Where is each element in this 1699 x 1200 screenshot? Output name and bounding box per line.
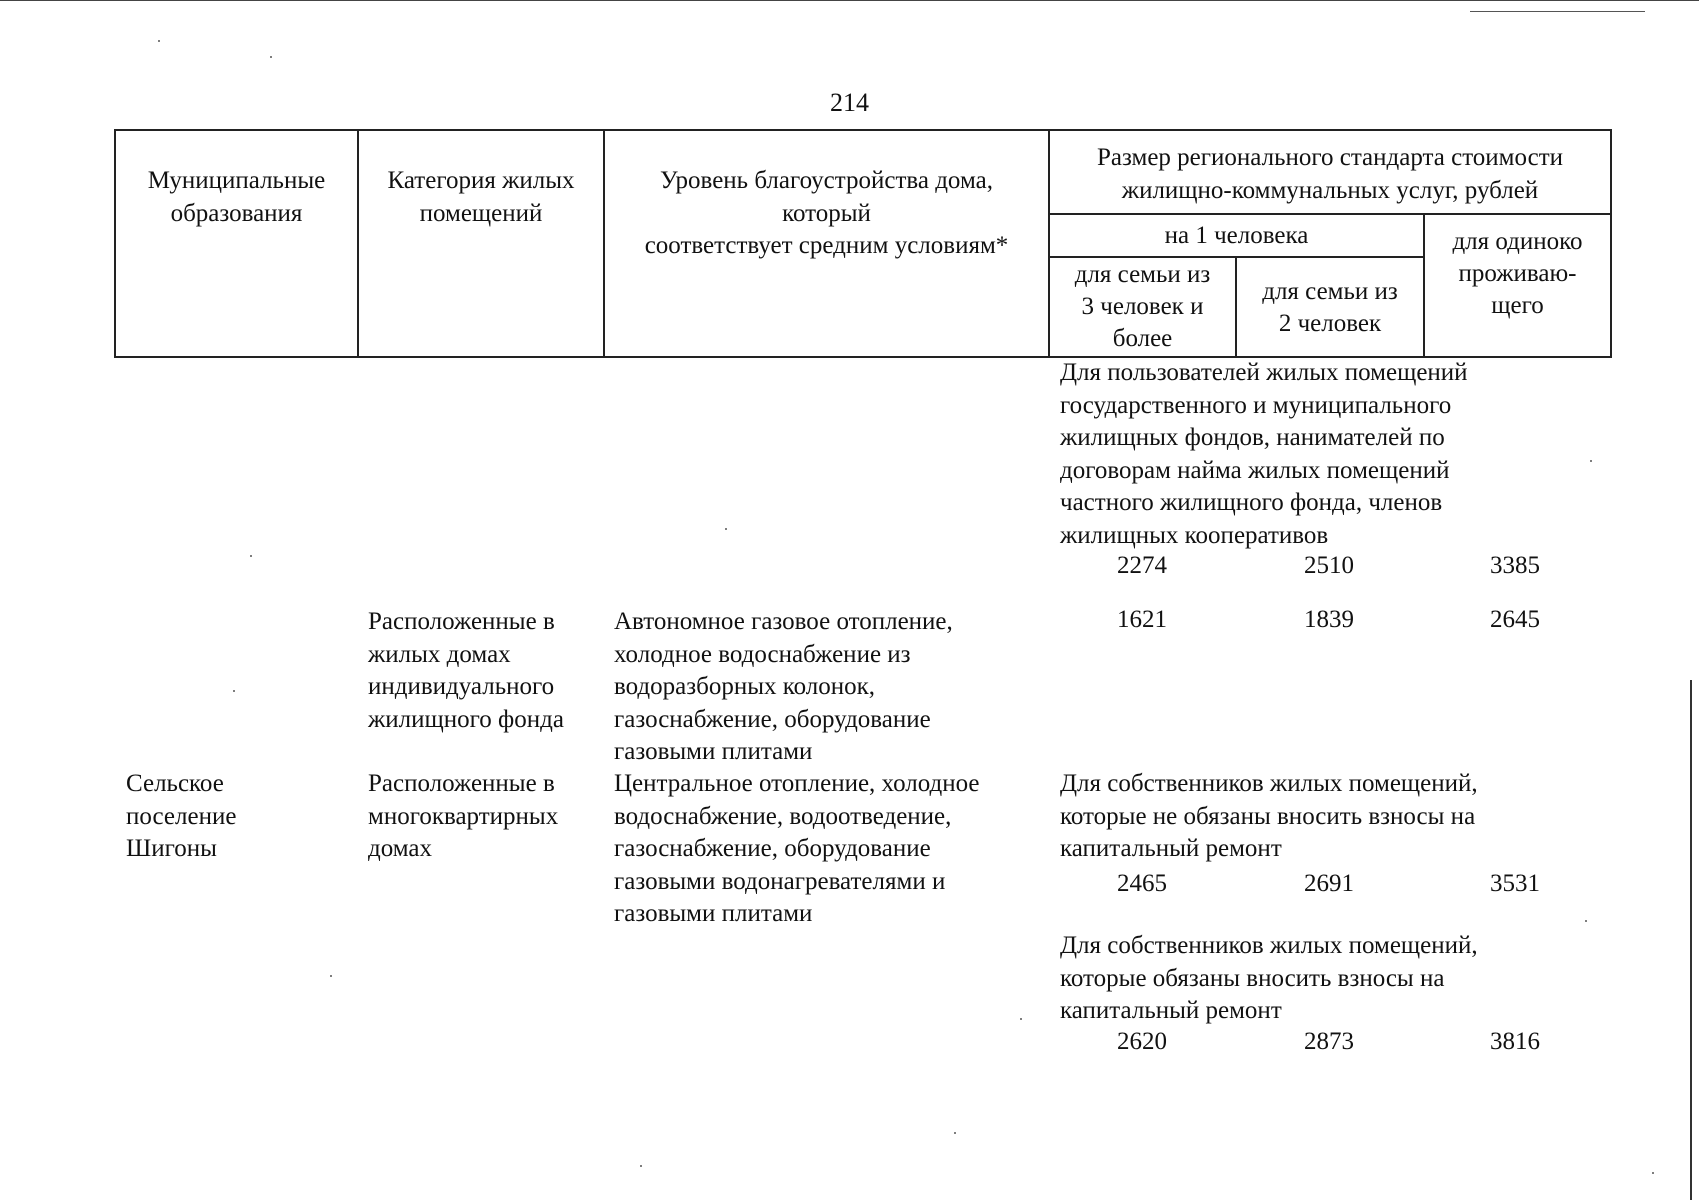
- note-line: договорам найма жилых помещений: [1060, 456, 1450, 484]
- note-line: которые обязаны вносить взносы на: [1060, 964, 1445, 992]
- value-single: 3531: [1490, 870, 1540, 897]
- note-line: Для пользователей жилых помещений: [1060, 359, 1468, 386]
- level-line: газовыми водонагревателями и: [614, 867, 946, 895]
- scan-speck: [725, 528, 727, 530]
- header-category-line: помещений: [419, 199, 543, 227]
- header-category: [359, 165, 603, 230]
- header-single: [1425, 226, 1610, 322]
- header-single-line: щего: [1491, 292, 1544, 319]
- category-line: индивидуального: [368, 673, 555, 700]
- category-line: многоквартирных: [368, 802, 559, 830]
- note-line: капитальный ремонт: [1060, 835, 1282, 862]
- note-line: Для собственников жилых помещений,: [1060, 932, 1478, 959]
- value-family2: 2510: [1304, 552, 1354, 579]
- category-line: жилых домах: [368, 640, 511, 668]
- note-users-of-housing: [1060, 357, 1468, 552]
- scan-speck: [158, 40, 160, 42]
- table-left-border: [114, 129, 116, 358]
- scan-speck: [1590, 460, 1592, 462]
- header-single-line: для одиноко: [1452, 228, 1583, 255]
- value-single: 3385: [1490, 552, 1540, 579]
- level-autonomous-gas: [614, 606, 953, 769]
- municipality-shigony: [126, 768, 236, 866]
- header-family2-line: 2 человек: [1278, 310, 1382, 337]
- header-family2-line: для семьи из: [1262, 278, 1398, 305]
- value-single: 3816: [1490, 1028, 1540, 1055]
- note-owners-obliged: [1060, 930, 1478, 1028]
- note-owners-not-obliged: [1060, 768, 1478, 866]
- category-line: домах: [368, 835, 432, 862]
- note-line: Для собственников жилых помещений,: [1060, 770, 1478, 797]
- header-family2: [1237, 276, 1423, 340]
- header-family3: [1050, 259, 1235, 355]
- level-line: газовыми плитами: [614, 738, 813, 765]
- header-family3-line: 3 человек и: [1081, 293, 1204, 320]
- scan-speck: [1585, 920, 1587, 922]
- header-municipality-line: образования: [170, 199, 303, 227]
- header-divider-standard: [1048, 213, 1612, 215]
- header-level-line: Уровень благоустройства дома,: [660, 167, 993, 194]
- level-line: Автономное газовое отопление,: [614, 608, 953, 635]
- header-municipality-line: Муниципальные: [147, 167, 326, 194]
- scan-corner-mark: [1470, 11, 1645, 12]
- note-line: частного жилищного фонда, членов: [1060, 489, 1443, 516]
- scan-speck: [270, 56, 272, 58]
- scan-speck: [233, 690, 235, 692]
- header-level-line: который: [782, 199, 871, 227]
- value-single: 2645: [1490, 606, 1540, 633]
- header-level: [605, 165, 1048, 263]
- scan-speck: [1020, 1018, 1022, 1020]
- category-apartment-buildings: [368, 768, 558, 866]
- note-line: которые не обязаны вносить взносы на: [1060, 802, 1476, 830]
- header-standard-line: жилищно-коммунальных услуг, рублей: [1121, 176, 1539, 204]
- level-line: водоснабжение, водоотведение,: [614, 802, 952, 830]
- table-top-border: [114, 129, 1612, 131]
- scan-speck: [250, 555, 252, 557]
- column-divider-1: [357, 129, 359, 358]
- scan-speck: [640, 1165, 642, 1167]
- note-line: государственного и муниципального: [1060, 391, 1452, 419]
- level-line: Центральное отопление, холодное: [614, 770, 980, 797]
- table-right-border: [1610, 129, 1612, 358]
- note-line: жилищных фондов, нанимателей по: [1060, 424, 1445, 451]
- municipality-line: Шигоны: [126, 835, 217, 862]
- header-category-line: Категория жилых: [387, 167, 575, 194]
- level-line: газовыми плитами: [614, 900, 813, 927]
- header-level-line: соответствует средним условиям*: [644, 232, 1009, 259]
- category-individual-houses: [368, 606, 564, 736]
- municipality-line: Сельское: [126, 770, 224, 797]
- scan-right-edge: [1690, 680, 1692, 1200]
- value-family2: 2691: [1304, 870, 1354, 897]
- page-number: 214: [830, 88, 869, 117]
- value-family2: 2873: [1304, 1028, 1354, 1055]
- header-single-line: проживаю-: [1458, 260, 1577, 287]
- municipality-line: поселение: [126, 802, 237, 830]
- value-family3: 1621: [1117, 606, 1167, 633]
- value-family3: 2274: [1117, 552, 1167, 579]
- category-line: Расположенные в: [368, 770, 555, 797]
- level-central-heating: [614, 768, 980, 931]
- header-family3-line: более: [1112, 325, 1173, 352]
- level-line: газоснабжение, оборудование: [614, 835, 931, 862]
- header-per-person: на 1 человека: [1164, 222, 1309, 249]
- scan-top-edge: [0, 0, 1699, 1]
- scan-speck: [954, 1132, 956, 1134]
- header-family3-line: для семьи из: [1074, 261, 1211, 288]
- value-family3: 2620: [1117, 1028, 1167, 1055]
- note-line: жилищных кооперативов: [1060, 521, 1329, 549]
- category-line: Расположенные в: [368, 608, 555, 635]
- level-line: газоснабжение, оборудование: [614, 705, 931, 733]
- level-line: водоразборных колонок,: [614, 673, 876, 700]
- scan-speck: [1652, 1172, 1654, 1174]
- value-family3: 2465: [1117, 870, 1167, 897]
- scan-speck: [330, 975, 332, 977]
- note-line: капитальный ремонт: [1060, 997, 1282, 1024]
- category-line: жилищного фонда: [368, 705, 564, 733]
- level-line: холодное водоснабжение из: [614, 640, 911, 668]
- header-municipality: [116, 165, 357, 230]
- header-standard: [1050, 142, 1610, 207]
- value-family2: 1839: [1304, 606, 1354, 633]
- header-standard-line: Размер регионального стандарта стоимости: [1096, 144, 1564, 171]
